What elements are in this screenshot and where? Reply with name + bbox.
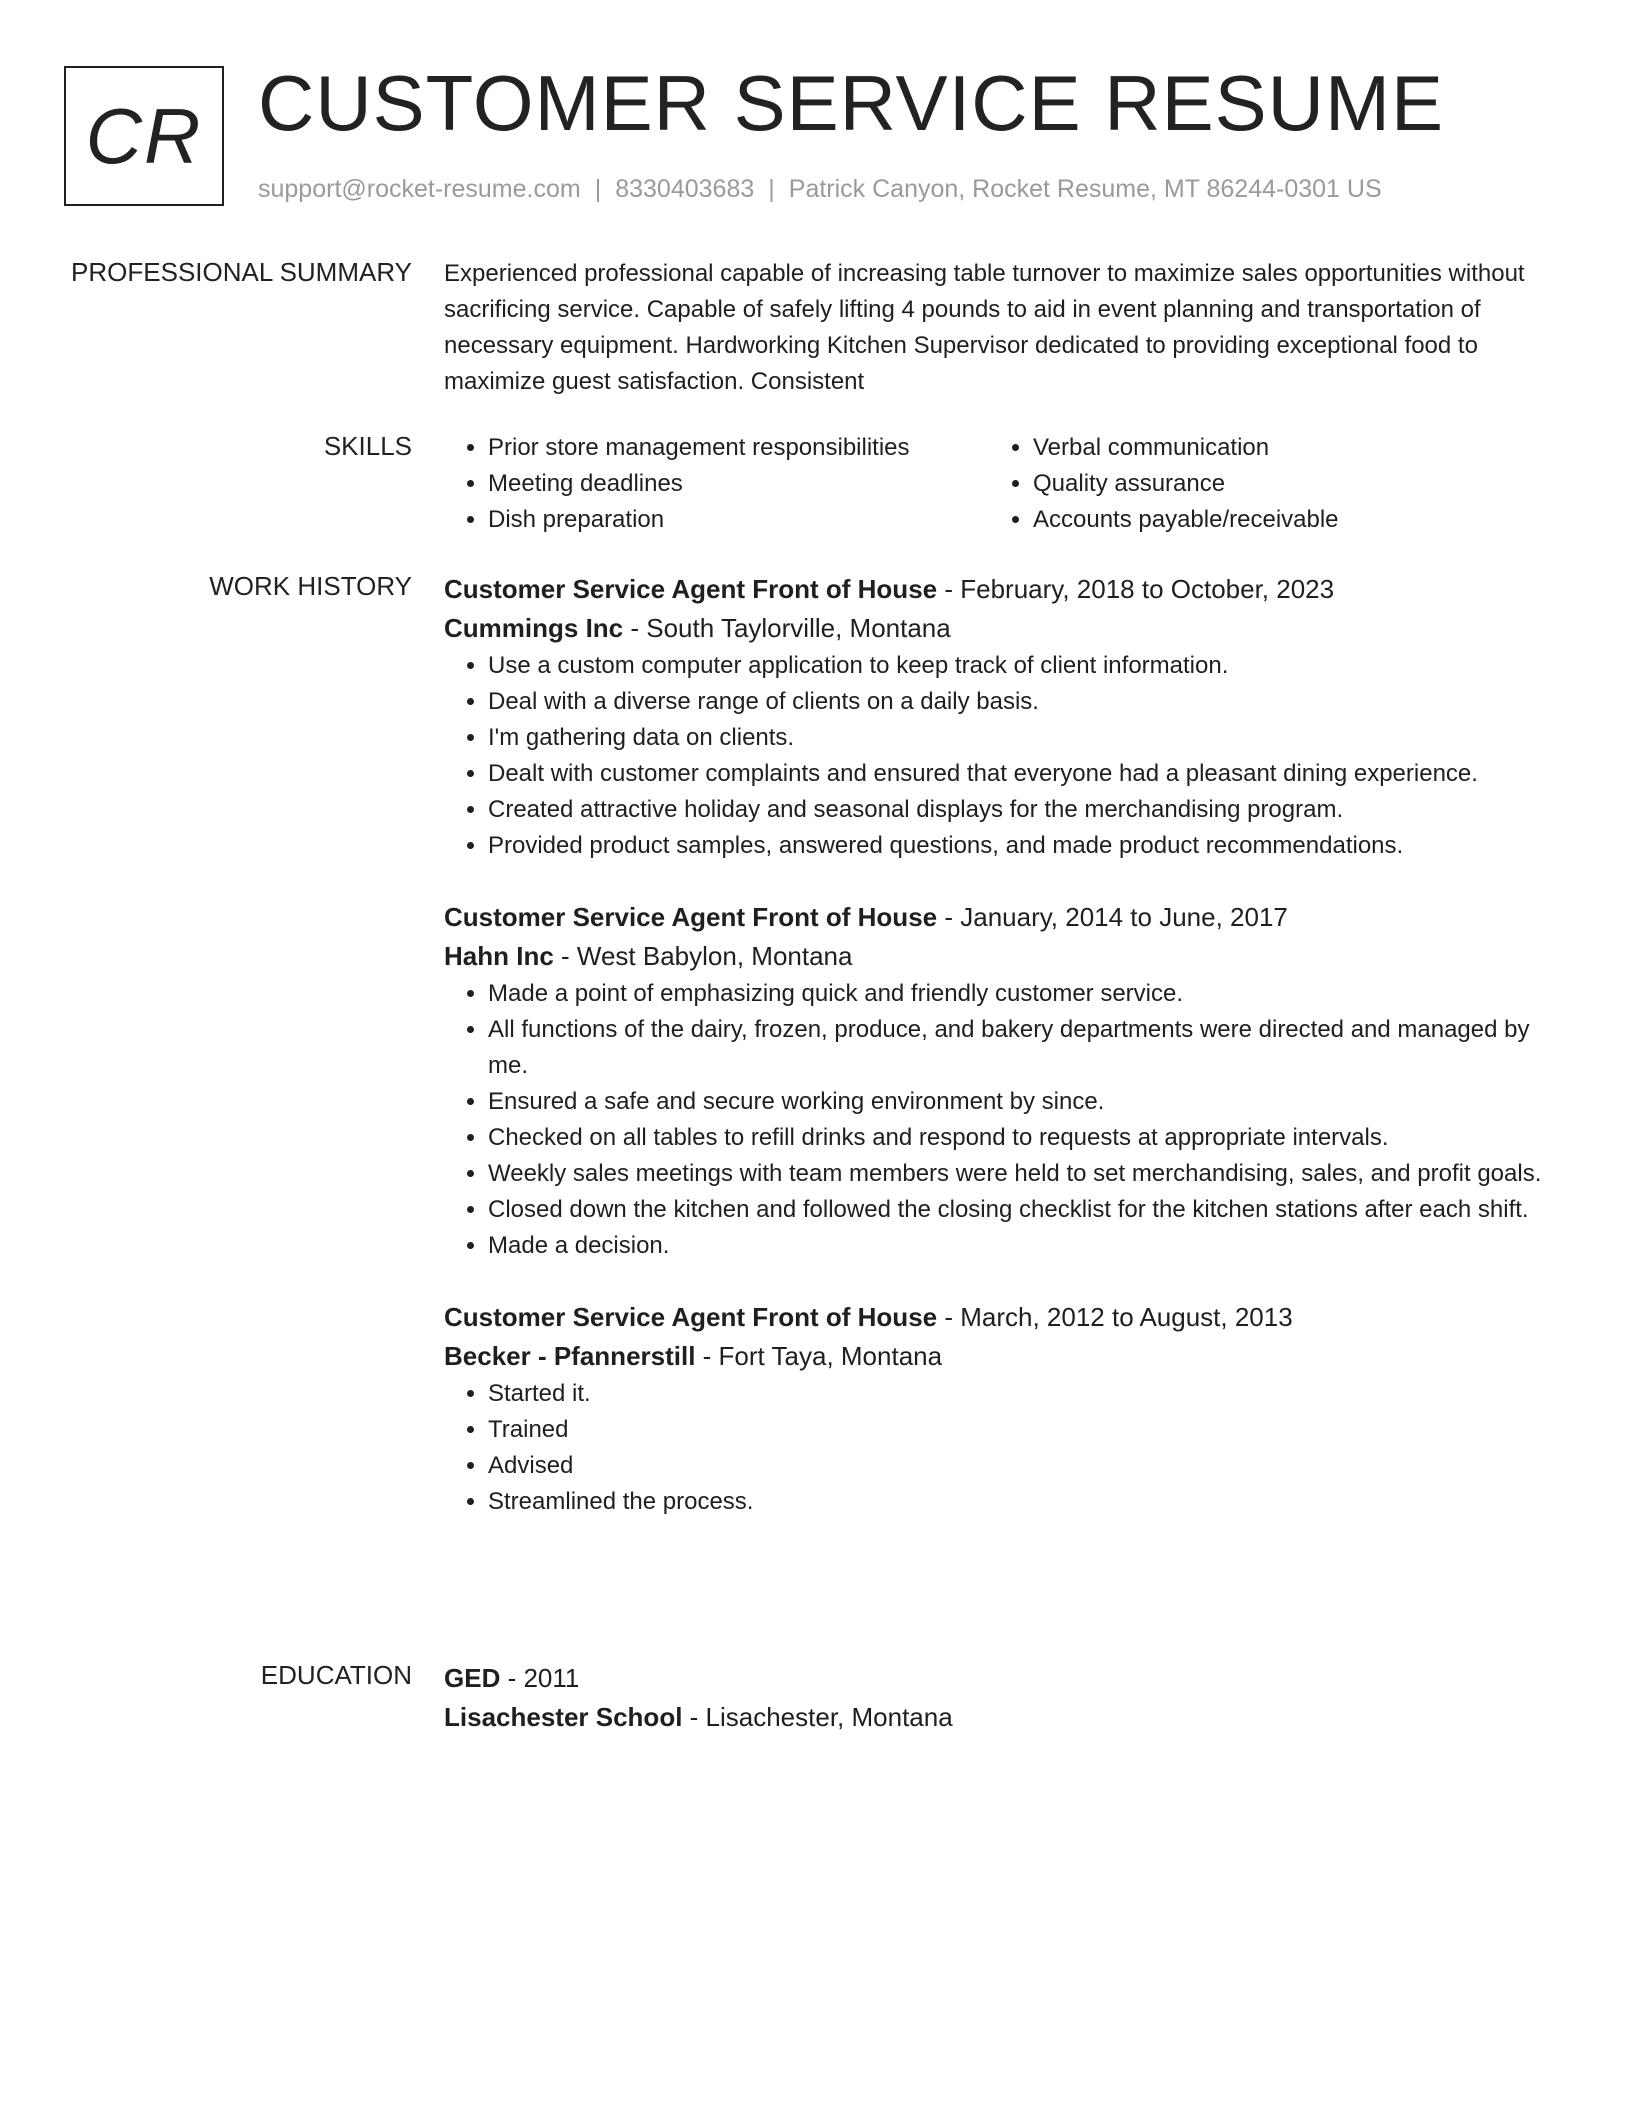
job-entry xyxy=(444,570,1564,864)
skills-list-left xyxy=(444,430,989,538)
job-location: - West Babylon, Montana xyxy=(553,941,853,971)
job-bullet: • All functions of the dairy, frozen, produce, and bakery departments were directed and managed by me. xyxy=(488,1012,1564,1084)
contact-separator: | xyxy=(594,175,602,203)
job-company-line xyxy=(444,1337,1564,1376)
job-company: Cummings Inc xyxy=(444,613,624,643)
education-body xyxy=(444,1659,1564,1737)
education-degree-line xyxy=(444,1659,1564,1698)
contact-email: support@rocket-resume.com xyxy=(258,175,581,203)
summary-text: Experienced professional capable of increasing table turnover to maximize sales opportunities without sacrificing service. Capable of safely lifting 4 pounds to aid in event planning and transportation of necessary equipment. Hardworking Kitchen Supervisor dedicated to providing exceptional food to maximize guest satisfaction. Consistent xyxy=(444,260,1525,395)
job-bullet: • Trained xyxy=(488,1412,1564,1448)
job-bullet: • Started it. xyxy=(488,1376,1564,1412)
job-company: Hahn Inc xyxy=(444,941,554,971)
job-dates: - February, 2018 to October, 2023 xyxy=(937,574,1335,604)
job-bullet: • I'm gathering data on clients. xyxy=(488,720,1564,756)
job-dates: - March, 2012 to August, 2013 xyxy=(937,1302,1293,1332)
job-bullet: • Created attractive holiday and seasonal displays for the merchandising program. xyxy=(488,792,1564,828)
job-company: Becker - Pfannerstill xyxy=(444,1341,696,1371)
job-bullet: • Made a decision. xyxy=(488,1228,1564,1264)
monogram-initials: CR xyxy=(85,91,203,180)
skill-item: • Dish preparation xyxy=(488,502,989,538)
job-title: Customer Service Agent Front of House xyxy=(444,1302,938,1332)
job-company-line xyxy=(444,937,1564,976)
section-label-summary: PROFESSIONAL SUMMARY xyxy=(71,257,412,287)
job-bullet: • Ensured a safe and secure working environment by since. xyxy=(488,1084,1564,1120)
summary-body xyxy=(444,256,1564,400)
job-bullet: • Closed down the kitchen and followed the closing checklist for the kitchen stations after each shift. xyxy=(488,1192,1564,1228)
job-bullet: • Use a custom computer application to keep track of client information. xyxy=(488,648,1564,684)
job-company-line xyxy=(444,609,1564,648)
job-title-line xyxy=(444,1298,1564,1337)
job-title-line xyxy=(444,570,1564,609)
job-entry xyxy=(444,1298,1564,1520)
job-bullet: • Weekly sales meetings with team members were held to set merchandising, sales, and profit goals. xyxy=(488,1156,1564,1192)
section-label-work: WORK HISTORY xyxy=(209,571,412,601)
skill-item: • Verbal communication xyxy=(1033,430,1534,466)
job-entry xyxy=(444,898,1564,1264)
job-bullet: • Deal with a diverse range of clients on a daily basis. xyxy=(488,684,1564,720)
section-label-education: EDUCATION xyxy=(260,1660,412,1690)
resume-title: CUSTOMER SERVICE RESUME xyxy=(258,59,1444,147)
job-location: - Fort Taya, Montana xyxy=(695,1341,943,1371)
skill-item: • Meeting deadlines xyxy=(488,466,989,502)
job-bullet: • Streamlined the process. xyxy=(488,1484,1564,1520)
monogram-box xyxy=(64,66,224,206)
job-dates: - January, 2014 to June, 2017 xyxy=(937,902,1288,932)
job-title-line xyxy=(444,898,1564,937)
contact-separator: | xyxy=(768,175,775,203)
skills-list-right xyxy=(989,430,1534,538)
contact-address: Patrick Canyon, Rocket Resume, MT 86244-0301 US xyxy=(788,175,1382,203)
job-title: Customer Service Agent Front of House xyxy=(444,902,938,932)
skill-item: • Quality assurance xyxy=(1033,466,1534,502)
job-title: Customer Service Agent Front of House xyxy=(444,574,938,604)
education-location: - Lisachester, Montana xyxy=(682,1702,953,1732)
skills-grid xyxy=(444,430,1564,538)
section-label-skills: SKILLS xyxy=(323,431,412,461)
job-bullets xyxy=(444,648,1564,864)
job-bullet: • Made a point of emphasizing quick and friendly customer service. xyxy=(488,976,1564,1012)
job-bullet: • Dealt with customer complaints and ensured that everyone had a pleasant dining experience. xyxy=(488,756,1564,792)
job-bullet: • Checked on all tables to refill drinks and respond to requests at appropriate intervals. xyxy=(488,1120,1564,1156)
contact-line xyxy=(258,174,1382,204)
education-degree: GED xyxy=(444,1663,501,1693)
education-year: - 2011 xyxy=(500,1663,580,1693)
job-bullets xyxy=(444,1376,1564,1520)
skill-item: • Prior store management responsibilities xyxy=(488,430,989,466)
job-bullets xyxy=(444,976,1564,1264)
job-bullet: • Advised xyxy=(488,1448,1564,1484)
job-location: - South Taylorville, Montana xyxy=(623,613,951,643)
skill-item: • Accounts payable/receivable xyxy=(1033,502,1534,538)
contact-phone: 8330403683 xyxy=(615,175,755,203)
work-body xyxy=(444,570,1564,1520)
education-school-line xyxy=(444,1698,1564,1737)
job-bullet: • Provided product samples, answered questions, and made product recommendations. xyxy=(488,828,1564,864)
education-school: Lisachester School xyxy=(444,1702,683,1732)
